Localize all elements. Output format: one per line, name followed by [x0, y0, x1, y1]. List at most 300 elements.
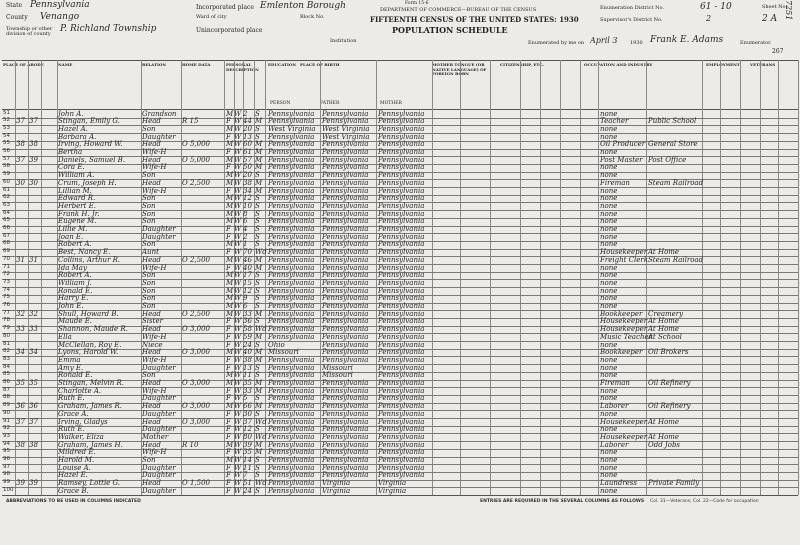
cell-ms: Wd [255, 432, 267, 441]
cell-rel: Daughter [142, 225, 176, 233]
cell-pb: Pennsylvania [268, 302, 315, 310]
cell-rel: Daughter [142, 232, 176, 241]
enumerator-name: Frank E. Adams [650, 35, 724, 45]
cell-fb: Pennsylvania [322, 348, 369, 357]
cell-race: W [234, 332, 242, 341]
cell-name: Walker, Eliza [58, 432, 104, 441]
column-group-header: MOTHER TONGUE (OR NATIVE LANGUAGE) OF FOREIGN BORN [432, 62, 487, 76]
cell-race: W [234, 171, 242, 180]
cell-ms: S [255, 463, 260, 472]
cell-sex: F [226, 394, 231, 403]
cell-rel: Son [142, 217, 156, 226]
cell-mb: Pennsylvania [378, 217, 425, 226]
cell-age: 37 [243, 417, 252, 426]
cell-ms: M [255, 379, 263, 387]
cell-mb: Pennsylvania [378, 309, 425, 318]
cell-pb: Pennsylvania [268, 155, 315, 164]
cell-mb: Pennsylvania [378, 402, 425, 411]
cell-age: 61 [243, 148, 252, 156]
cell-mb: Pennsylvania [378, 124, 425, 133]
cell-rel: Wife-H [142, 163, 167, 172]
cell-name: Hazel A. [58, 124, 88, 133]
cell-ind: Steam Railroad [648, 255, 704, 264]
cell-race: W [234, 432, 242, 441]
cell-ms: M [255, 440, 263, 449]
cell-ms: S [255, 132, 260, 141]
cell-n: 91 [3, 417, 10, 424]
cell-ms: S [255, 240, 260, 249]
cell-ms: S [255, 456, 260, 464]
cell-n: 56 [3, 148, 10, 154]
page-number: 267 [772, 48, 784, 55]
cell-age: 40 [243, 263, 252, 272]
cell-race: W [234, 317, 242, 326]
birth-mother-subheader: MOTHER [380, 101, 402, 106]
cell-mb: Pennsylvania [378, 278, 425, 287]
cell-fb: Pennsylvania [322, 471, 369, 480]
cell-age: 57 [243, 155, 252, 164]
cell-age: 50 [243, 163, 252, 172]
cell-home: O 3,000 [182, 417, 211, 426]
cell-pb: Pennsylvania [268, 325, 315, 334]
cell-mb: Pennsylvania [378, 148, 425, 156]
cell-rel: Daughter [142, 132, 176, 141]
cell-occ: Housekeeper [600, 417, 648, 426]
cell-pb: Pennsylvania [268, 394, 315, 403]
cell-name: Collins, Arthur R. [58, 255, 121, 264]
column-group-header: NAME [58, 62, 73, 67]
cell-mb: Pennsylvania [378, 194, 425, 203]
cell-dw: 36 [16, 402, 25, 411]
cell-age: 4 [243, 225, 248, 233]
cell-race: W [234, 109, 242, 118]
cell-home: O 2,500 [182, 309, 211, 318]
cell-pb: Pennsylvania [268, 355, 315, 364]
cell-age: 2 [243, 109, 248, 118]
cell-race: W [234, 124, 242, 133]
cell-home: O 3,000 [182, 402, 211, 411]
cell-age: 33 [243, 309, 252, 318]
cell-occ: Laborer [600, 440, 629, 449]
cell-fb: Virginia [322, 479, 351, 488]
cell-rel: Head [142, 309, 161, 318]
cell-mb: Pennsylvania [378, 271, 425, 280]
cell-sex: F [226, 248, 231, 257]
cell-rel: Head [142, 379, 161, 387]
cell-race: W [234, 209, 242, 218]
cell-race: W [234, 278, 242, 287]
cell-ms: M [255, 155, 263, 164]
cell-mb: Pennsylvania [378, 471, 425, 480]
cell-pb: Pennsylvania [268, 456, 315, 464]
cell-name: Irving, Howard W. [58, 140, 123, 149]
cell-occ: Laundress [600, 479, 637, 488]
cell-age: 59 [243, 332, 252, 341]
cell-age: 34 [243, 186, 252, 195]
cell-name: Hazel E. [58, 471, 88, 480]
cell-mb: Pennsylvania [378, 140, 425, 149]
cell-ms: S [255, 409, 260, 418]
sheet-value: 2 A [762, 14, 778, 24]
cell-mb: Pennsylvania [378, 132, 425, 141]
cell-ind: At Home [648, 248, 680, 257]
cell-name: Ramsey, Lottie G. [58, 479, 121, 488]
cell-race: W [234, 217, 242, 226]
column-group-header: EMPLOYMENT [706, 62, 740, 67]
cell-rel: Head [142, 155, 161, 164]
cell-n: 86 [3, 379, 10, 385]
cell-pb: Pennsylvania [268, 240, 315, 249]
cell-fb: Pennsylvania [322, 325, 369, 334]
cell-n: 78 [3, 317, 10, 324]
cell-dw: 38 [16, 140, 25, 149]
cell-n: 55 [3, 140, 10, 147]
cell-sex: F [226, 448, 231, 457]
cell-rel: Grandson [142, 109, 177, 118]
cell-pb: Pennsylvania [268, 402, 315, 411]
cell-fb: Pennsylvania [322, 379, 369, 387]
cell-ms: S [255, 194, 260, 203]
column-group-header: VETERANS [750, 62, 776, 67]
cell-age: 8 [243, 209, 248, 218]
cell-race: W [234, 440, 242, 449]
institution-label: Institution [330, 38, 357, 44]
cell-occ: none [600, 124, 618, 133]
cell-fb: Pennsylvania [322, 456, 369, 464]
cell-name: Cora E. [58, 163, 85, 172]
cell-age: 38 [243, 355, 252, 364]
cell-ms: M [255, 255, 263, 264]
cell-ms: S [255, 394, 260, 403]
cell-name: William A. [58, 171, 95, 180]
cell-rel: Daughter [142, 363, 176, 372]
cell-n: 64 [3, 209, 10, 216]
cell-rel: Head [142, 255, 161, 264]
entries-note: ENTRIES ARE REQUIRED IN THE SEVERAL COLUMNS AS FOLLOWS [480, 499, 645, 504]
cell-sex: F [226, 325, 231, 334]
cell-pb: Pennsylvania [268, 248, 315, 257]
cell-name: Charlotte A. [58, 386, 102, 395]
cell-ms: S [255, 486, 260, 495]
cell-pb: Pennsylvania [268, 148, 315, 156]
cell-pb: Pennsylvania [268, 178, 315, 187]
cell-home: R 15 [182, 117, 199, 126]
cell-dw: 38 [16, 440, 25, 449]
cell-mb: Pennsylvania [378, 386, 425, 395]
cell-rel: Wife-H [142, 148, 167, 156]
cell-age: 51 [243, 479, 252, 488]
cell-mb: Pennsylvania [378, 263, 425, 272]
cell-sex: F [226, 225, 231, 233]
column-group-header: CITIZENSHIP, ETC. [500, 62, 544, 67]
cell-fb: Pennsylvania [322, 186, 369, 195]
cell-fam: 38 [29, 440, 38, 449]
cell-rel: Head [142, 479, 161, 488]
cell-ms: M [255, 448, 263, 457]
cell-occ: none [600, 163, 618, 172]
cell-fb: Pennsylvania [322, 302, 369, 310]
incorporated-value: Emlenton Borough [260, 1, 346, 11]
cell-race: W [234, 355, 242, 364]
cell-ind: At School [648, 332, 682, 341]
cell-name: Ruth E. [58, 425, 85, 434]
cell-race: W [234, 394, 242, 403]
cell-pb: Pennsylvania [268, 278, 315, 287]
cell-occ: none [600, 278, 618, 287]
cell-n: 52 [3, 117, 10, 124]
cell-fb: Virginia [322, 486, 351, 495]
cell-mb: Pennsylvania [378, 425, 425, 434]
column-group-header: PERSONAL DESCRIPTION [226, 62, 259, 72]
enumerated-year: 1930 [630, 40, 643, 46]
cell-name: Amy E. [58, 363, 84, 372]
cell-ms: M [255, 140, 263, 149]
cell-fb: Pennsylvania [322, 194, 369, 203]
cell-dw: 37 [16, 155, 25, 164]
cell-name: Lyons, Harold W. [58, 348, 119, 357]
cell-name: Grace A. [58, 409, 89, 418]
cell-race: W [234, 255, 242, 264]
cell-age: 38 [243, 178, 252, 187]
cell-fam: 32 [29, 309, 38, 318]
cell-name: Daniels, Samuel B. [58, 155, 126, 164]
cell-age: 66 [243, 402, 252, 411]
cell-fb: Pennsylvania [322, 432, 369, 441]
cell-age: 58 [243, 325, 252, 334]
cell-occ: none [600, 186, 618, 195]
cell-fb: Pennsylvania [322, 394, 369, 403]
cell-sex: F [226, 148, 231, 156]
abbrev-title: ABBREVIATIONS TO BE USED IN COLUMNS INDICATED [6, 499, 141, 504]
cell-name: John A. [58, 109, 84, 118]
cell-fb: Pennsylvania [322, 217, 369, 226]
cell-rel: Head [142, 440, 161, 449]
cell-pb: Pennsylvania [268, 263, 315, 272]
cell-sex: F [226, 479, 231, 488]
cell-name: Maude E. [58, 317, 93, 326]
cell-fb: West Virginia [322, 124, 370, 133]
cell-name: Mildred E. [58, 448, 96, 457]
cell-mb: Pennsylvania [378, 456, 425, 464]
cell-home: O 5,000 [182, 140, 211, 149]
cell-n: 93 [3, 432, 10, 439]
cell-home: O 3,000 [182, 348, 211, 357]
column-group-header: HOME DATA [182, 62, 211, 67]
cell-race: W [234, 294, 242, 303]
cell-n: 77 [3, 309, 10, 316]
cell-home: O 5,000 [182, 155, 211, 164]
cell-ind: At Home [648, 432, 680, 441]
cell-rel: Head [142, 117, 161, 126]
cell-race: W [234, 371, 242, 380]
cell-home: O 3,000 [182, 379, 211, 387]
column-group-header: PLACE OF BIRTH [300, 62, 340, 67]
cell-fb: Pennsylvania [322, 286, 369, 295]
cell-ms: S [255, 278, 260, 287]
cell-race: W [234, 186, 242, 195]
cell-n: 61 [3, 186, 10, 193]
cell-n: 58 [3, 163, 10, 170]
cell-age: 17 [243, 271, 252, 280]
cell-race: W [234, 379, 242, 387]
cell-sex: F [226, 363, 231, 372]
cell-rel: Daughter [142, 486, 176, 495]
cell-race: W [234, 240, 242, 249]
right-note: Col. 31—Veterans; Col. 22—Code for occupation [650, 499, 759, 504]
cell-mb: Pennsylvania [378, 448, 425, 457]
cell-race: W [234, 309, 242, 318]
cell-rel: Head [142, 348, 161, 357]
cell-sex: M [226, 255, 234, 264]
cell-ms: Wd [255, 325, 267, 334]
cell-ind: Steam Railroad [648, 178, 704, 187]
cell-ind: Oil Refinery [648, 402, 691, 411]
cell-pb: Pennsylvania [268, 271, 315, 280]
cell-name: Louise A. [58, 463, 91, 472]
cell-n: 74 [3, 286, 10, 293]
cell-sex: M [226, 278, 234, 287]
cell-rel: Aunt [142, 248, 159, 257]
cell-n: 87 [3, 386, 10, 393]
cell-name: Eugene M. [58, 217, 97, 226]
cell-ind: At Home [648, 417, 680, 426]
cell-fb: Pennsylvania [322, 448, 369, 457]
cell-pb: Pennsylvania [268, 225, 315, 233]
cell-ms: Wd [255, 417, 267, 426]
cell-name: Shull, Howard B. [58, 309, 119, 318]
cell-occ: none [600, 302, 618, 310]
cell-n: 69 [3, 248, 10, 255]
cell-pb: Pennsylvania [268, 209, 315, 218]
cell-fb: Pennsylvania [322, 178, 369, 187]
cell-n: 54 [3, 132, 10, 139]
cell-pb: Pennsylvania [268, 363, 315, 372]
cell-occ: none [600, 109, 618, 118]
cell-fb: Pennsylvania [322, 309, 369, 318]
cell-occ: none [600, 225, 618, 233]
cell-mb: Pennsylvania [378, 209, 425, 218]
cell-sex: F [226, 132, 231, 141]
cell-dw: 31 [16, 255, 25, 264]
cell-race: W [234, 425, 242, 434]
cell-n: 73 [3, 278, 10, 285]
cell-pb: Pennsylvania [268, 486, 315, 495]
cell-rel: Daughter [142, 463, 176, 472]
ed-label: Enumeration District No. [600, 5, 665, 11]
cell-fam: 34 [29, 348, 38, 357]
cell-ms: S [255, 209, 260, 218]
cell-n: 85 [3, 371, 10, 378]
cell-n: 88 [3, 394, 10, 401]
cell-fb: Pennsylvania [322, 248, 369, 257]
cell-fb: Pennsylvania [322, 386, 369, 395]
cell-n: 68 [3, 240, 10, 247]
cell-pb: Pennsylvania [268, 332, 315, 341]
cell-age: 12 [243, 425, 252, 434]
cell-name: Graham, James R. [58, 402, 122, 411]
cell-fam: 30 [29, 178, 38, 187]
cell-home: O 1,500 [182, 479, 211, 488]
enumerated-date: April 3 [590, 36, 618, 45]
cell-n: 60 [3, 178, 10, 185]
cell-age: 80 [243, 432, 252, 441]
cell-mb: Pennsylvania [378, 109, 425, 118]
township-label: Township or other division of county [6, 26, 53, 37]
cell-occ: Housekeeper [600, 317, 648, 326]
cell-occ: none [600, 456, 618, 464]
cell-occ: Housekeeper [600, 325, 648, 334]
cell-fb: Pennsylvania [322, 140, 369, 149]
cell-occ: none [600, 263, 618, 272]
cell-pb: Pennsylvania [268, 479, 315, 488]
cell-name: William J. [58, 278, 92, 287]
column-group-header: EDUCATION [268, 62, 297, 67]
cell-n: 95 [3, 448, 10, 455]
cell-name: Edward R. [58, 194, 96, 203]
cell-ms: M [255, 348, 263, 357]
cell-fb: Pennsylvania [322, 294, 369, 303]
cell-fb: Pennsylvania [322, 278, 369, 287]
cell-n: 66 [3, 225, 10, 231]
cell-pb: Pennsylvania [268, 471, 315, 480]
cell-rel: Head [142, 178, 161, 187]
cell-rel: Sister [142, 317, 163, 326]
cell-mb: Virginia [378, 479, 407, 488]
cell-rel: Daughter [142, 471, 176, 480]
cell-sex: M [226, 217, 234, 226]
cell-rel: Wife-H [142, 186, 167, 195]
cell-fb: Pennsylvania [322, 109, 369, 118]
cell-race: W [234, 117, 242, 126]
cell-ms: M [255, 148, 263, 156]
cell-race: W [234, 201, 242, 210]
archive-stamp: 7251 [784, 0, 793, 21]
cell-n: 92 [3, 425, 10, 432]
cell-sex: M [226, 240, 234, 249]
cell-occ: none [600, 355, 618, 364]
cell-occ: none [600, 371, 618, 380]
cell-rel: Son [142, 278, 156, 287]
cell-sex: F [226, 332, 231, 341]
cell-ms: M [255, 163, 263, 172]
cell-race: W [234, 417, 242, 426]
cell-fb: Missouri [322, 371, 353, 380]
cell-pb: West Virginia [268, 124, 316, 133]
cell-occ: Music Teacher [600, 332, 653, 341]
cell-sex: F [226, 186, 231, 195]
cell-occ: Teacher [600, 117, 629, 126]
cell-name: Lillian M. [58, 186, 92, 195]
cell-ind: At Home [648, 325, 680, 334]
cell-n: 89 [3, 402, 10, 409]
cell-race: W [234, 448, 242, 457]
cell-age: 13 [243, 363, 252, 372]
cell-name: McClellan, Roy E. [58, 340, 122, 349]
cell-ms: M [255, 263, 263, 272]
column-rule [798, 60, 799, 495]
cell-occ: none [600, 209, 618, 218]
cell-n: 82 [3, 348, 10, 355]
cell-mb: Pennsylvania [378, 302, 425, 310]
cell-pb: Pennsylvania [268, 171, 315, 180]
cell-sex: M [226, 109, 234, 118]
cell-fb: Pennsylvania [322, 117, 369, 126]
cell-mb: Pennsylvania [378, 332, 425, 341]
cell-race: W [234, 463, 242, 472]
cell-sex: M [226, 371, 234, 380]
cell-occ: none [600, 217, 618, 226]
cell-mb: Pennsylvania [378, 294, 425, 303]
